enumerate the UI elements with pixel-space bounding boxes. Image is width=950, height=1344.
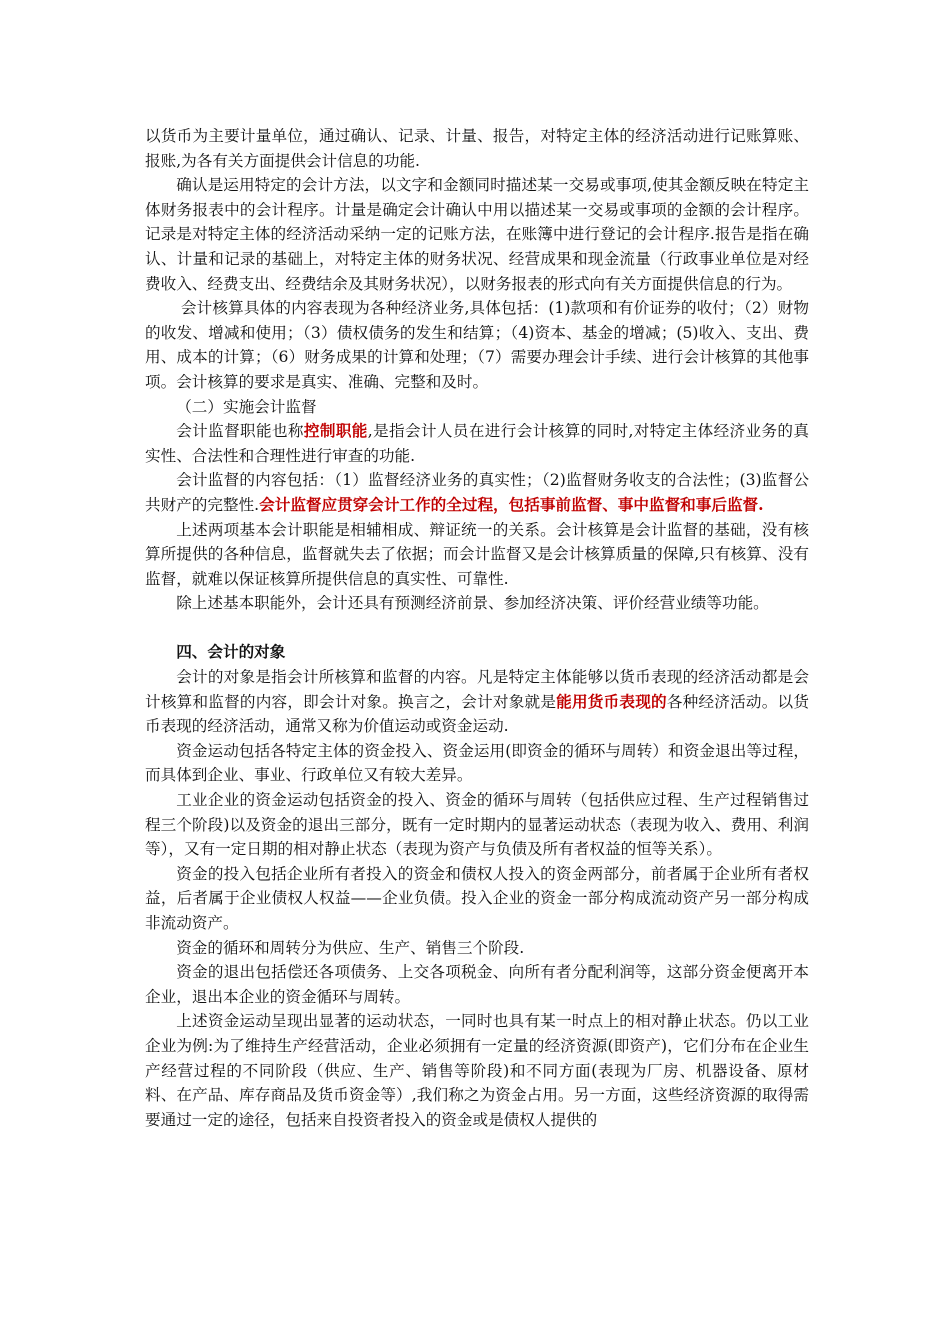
paragraph-text: 工业企业的资金运动包括资金的投入、资金的循环与周转（包括供应过程、生产过程销售过程三个阶段)以及资金的退出三部分，既有一定时期内的显著运动状态（表现为收入、费用、利润等），又有一定日期的相对静止状态（表现为资产与负债及所有者权益的恒等关系）。: [145, 791, 809, 859]
paragraph-capital-static-state: [145, 1009, 809, 1132]
paragraph-text: 会计核算具体的内容表现为各种经济业务,具体包括：(1)款项和有价证券的收付；（2）财物的收发、增减和使用；（3）债权债务的发生和结算；（4)资本、基金的增减；(5)收入、支出、费用、成本的计算；（6）财务成果的计算和处理；（7）需要办理会计手续、进行会计核算的其他事项。会计核算的要求是真实、准确、完整和及时。: [145, 299, 809, 391]
paragraph-supervision-content: [145, 468, 809, 517]
paragraph-text: 会计监督的内容包括：（1）监督经济业务的真实性；（2)监督财务收支的合法性；(3)监督公共财产的完整性.: [145, 471, 809, 514]
paragraph-accounting-function-definition: [145, 124, 809, 173]
paragraph-text: 上述资金运动呈现出显著的运动状态，一同时也具有某一时点上的相对静止状态。仍以工业企业为例:为了维持生产经营活动，企业必须拥有一定量的经济资源(即资产)，它们分布在企业生产经营过程的不同阶段（供应、生产、销售等阶段)和不同方面(表现为厂房、机器设备、原材料、在产品、库存商品及货币资金等）,我们称之为资金占用。另一方面，这些经济资源的取得需要通过一定的途径，包括来自投资者投入的资金或是债权人提供的: [145, 1012, 809, 1129]
paragraph-other-functions: [145, 591, 809, 616]
heading-text: 四、会计的对象: [176, 642, 286, 662]
subheading-text: （二）实施会计监督: [176, 397, 317, 416]
paragraph-text: 资金的循环和周转分为供应、生产、销售三个阶段.: [176, 938, 525, 957]
paragraph-text: 资金的退出包括偿还各项债务、上交各项税金、向所有者分配利润等，这部分资金便离开本企业，退出本企业的资金循环与周转。: [145, 963, 809, 1006]
paragraph-text: 资金运动包括各特定主体的资金投入、资金运用(即资金的循环与周转）和资金退出等过程，而具体到企业、事业、行政单位又有较大差异。: [145, 741, 809, 785]
paragraph-capital-cycle: [145, 936, 809, 961]
emphasis-text: 控制职能: [303, 421, 368, 441]
paragraph-capital-input: [145, 862, 809, 936]
paragraph-supervision-definition: [145, 419, 809, 468]
subheading-accounting-supervision: [145, 395, 809, 420]
paragraph-text: 会计监督职能也称: [176, 422, 304, 441]
paragraph-accounting-content: [145, 296, 809, 394]
paragraph-text: 会计的对象是指会计所核算和监督的内容。凡是特定主体能够以货币表现的经济活动都是会计核算和监督的内容，即会计对象。换言之，会计对象就是: [145, 668, 809, 711]
paragraph-text: 资金的投入包括企业所有者投入的资金和债权人投入的资金两部分，前者属于企业所有者权益，后者属于企业债权人权益——企业负债。投入企业的资金一部分构成流动资产另一部分构成非流动资产。: [145, 864, 809, 932]
paragraph-text: 除上述基本职能外，会计还具有预测经济前景、参加经济决策、评价经营业绩等功能。: [176, 594, 769, 613]
paragraph-text: 确认是运用特定的会计方法，以文字和金额同时描述某一交易或事项,使其金额反映在特定主体财务报表中的会计程序。计量是确定会计确认中用以描述某一交易或事项的金额的会计程序。记录是对特定主体的经济活动采纳一定的记账方法，在账簿中进行登记的会计程序.报告是指在确认、计量和记录的基础上，对特定主体的财务状况、经营成果和现金流量（行政事业单位是对经费收入、经费支出、经费结余及其财务状况），以财务报表的形式向有关方面提供信息的行为。: [145, 176, 809, 293]
emphasis-text: 能用货币表现的: [556, 691, 667, 711]
paragraph-recognition-measurement: [145, 173, 809, 296]
document-page: [145, 124, 809, 1132]
paragraph-functions-relationship: [145, 518, 809, 592]
emphasis-text: 会计监督应贯穿会计工作的全过程，包括事前监督、事中监督和事后监督.: [259, 494, 764, 514]
paragraph-accounting-object-definition: [145, 665, 809, 739]
paragraph-capital-exit: [145, 960, 809, 1009]
section-heading-accounting-object: [145, 640, 809, 665]
paragraph-text: 各种经济活动。以货币表现的经济活动，通常又称为价值运动或资金运动.: [145, 692, 809, 736]
paragraph-text: 以货币为主要计量单位，通过确认、记录、计量、报告，对特定主体的经济活动进行记账算账、报账,为各有关方面提供会计信息的功能.: [145, 127, 809, 170]
paragraph-industrial-capital-movement: [145, 788, 809, 862]
paragraph-capital-movement: [145, 739, 809, 788]
paragraph-text: ,是指会计人员在进行会计核算的同时,对特定主体经济业务的真实性、合法性和合理性进行审查的功能.: [145, 422, 809, 465]
paragraph-text: 上述两项基本会计职能是相辅相成、辩证统一的关系。会计核算是会计监督的基础，没有核算所提供的各种信息，监督就失去了依据；而会计监督又是会计核算质量的保障,只有核算、没有监督，就难以保证核算所提供信息的真实性、可靠性.: [145, 520, 809, 588]
